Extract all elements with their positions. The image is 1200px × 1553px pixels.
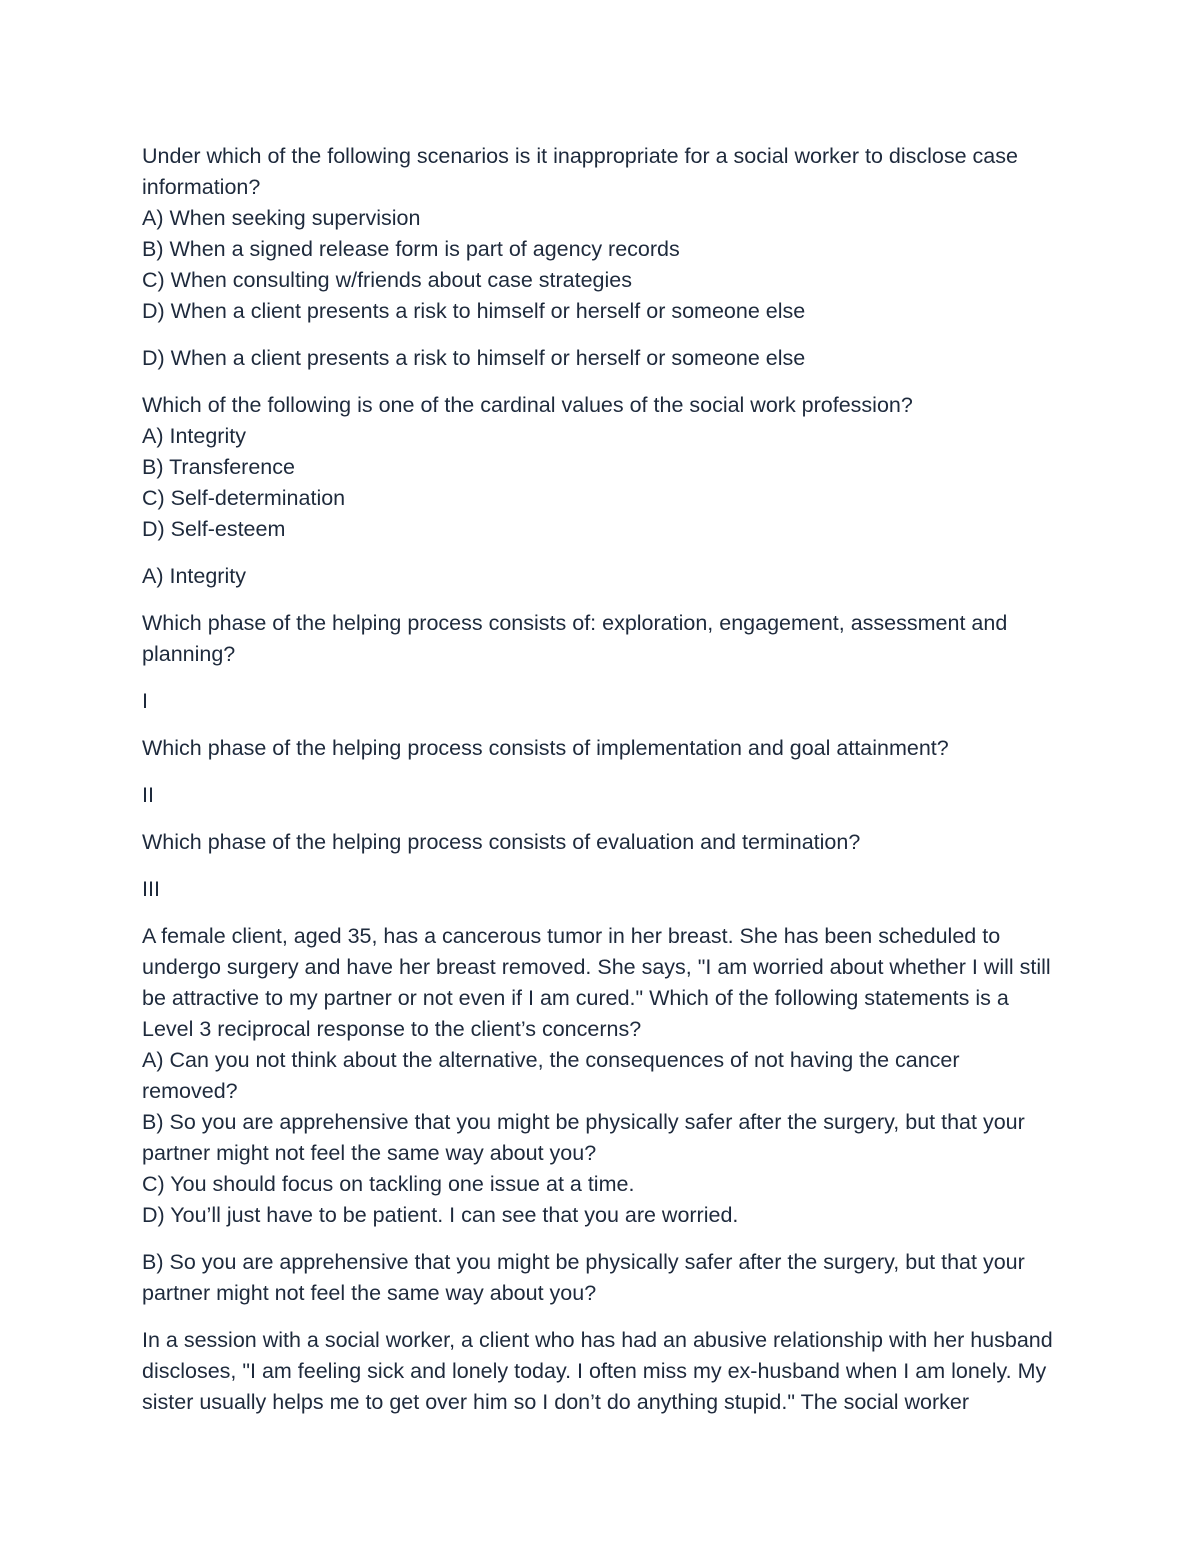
question-line: sister usually helps me to get over him so I don’t do anything stupid." The social worker: [142, 1390, 970, 1414]
question-line: information?: [142, 175, 261, 199]
question-line: D) When a client presents a risk to himself or herself or someone else: [142, 299, 806, 323]
answer-line: III: [142, 877, 160, 901]
answer-line: I: [142, 689, 148, 713]
answer-paragraph: [142, 686, 1072, 717]
question-line: discloses, "I am feeling sick and lonely today. I often miss my ex-husband when I am lonely. My: [142, 1359, 1047, 1383]
question-line: Level 3 reciprocal response to the client’s concerns?: [142, 1017, 642, 1041]
question-line: Under which of the following scenarios is it inappropriate for a social worker to disclose case: [142, 144, 1018, 168]
question-line: undergo surgery and have her breast removed. She says, "I am worried about whether I will still: [142, 955, 1051, 979]
question-line: Which of the following is one of the cardinal values of the social work profession?: [142, 393, 913, 417]
question-line: A) Can you not think about the alternative, the consequences of not having the cancer: [142, 1048, 960, 1072]
question-line: removed?: [142, 1079, 238, 1103]
question-line: C) Self-determination: [142, 486, 346, 510]
question-paragraph: [142, 390, 1072, 545]
question-paragraph: [142, 1325, 1072, 1418]
answer-line: B) So you are apprehensive that you might be physically safer after the surgery, but that your: [142, 1250, 1025, 1274]
question-line: A female client, aged 35, has a cancerous tumor in her breast. She has been scheduled to: [142, 924, 1001, 948]
question-line: Which phase of the helping process consists of implementation and goal attainment?: [142, 736, 949, 760]
question-line: In a session with a social worker, a client who has had an abusive relationship with her husband: [142, 1328, 1053, 1352]
answer-paragraph: [142, 1247, 1072, 1309]
answer-line: A) Integrity: [142, 564, 246, 588]
question-line: D) Self-esteem: [142, 517, 286, 541]
question-line: B) When a signed release form is part of agency records: [142, 237, 680, 261]
answer-paragraph: [142, 343, 1072, 374]
answer-line: D) When a client presents a risk to himself or herself or someone else: [142, 346, 806, 370]
question-line: Which phase of the helping process consists of evaluation and termination?: [142, 830, 861, 854]
question-line: planning?: [142, 642, 236, 666]
question-paragraph: [142, 608, 1072, 670]
question-line: C) When consulting w/friends about case strategies: [142, 268, 632, 292]
question-line: be attractive to my partner or not even if I am cured." Which of the following statements is a: [142, 986, 1009, 1010]
answer-paragraph: [142, 780, 1072, 811]
question-line: Which phase of the helping process consists of: exploration, engagement, assessment and: [142, 611, 1008, 635]
answer-line: II: [142, 783, 154, 807]
answer-line: partner might not feel the same way about you?: [142, 1281, 597, 1305]
answer-paragraph: [142, 561, 1072, 592]
question-paragraph: [142, 921, 1072, 1231]
question-line: B) Transference: [142, 455, 295, 479]
question-paragraph: [142, 141, 1072, 327]
question-line: B) So you are apprehensive that you might be physically safer after the surgery, but that your: [142, 1110, 1025, 1134]
question-line: C) You should focus on tackling one issue at a time.: [142, 1172, 635, 1196]
question-line: partner might not feel the same way about you?: [142, 1141, 597, 1165]
question-line: A) Integrity: [142, 424, 246, 448]
answer-paragraph: [142, 874, 1072, 905]
document-page: [142, 141, 1072, 1418]
question-line: A) When seeking supervision: [142, 206, 421, 230]
question-line: D) You’ll just have to be patient. I can see that you are worried.: [142, 1203, 739, 1227]
question-paragraph: [142, 827, 1072, 858]
question-paragraph: [142, 733, 1072, 764]
